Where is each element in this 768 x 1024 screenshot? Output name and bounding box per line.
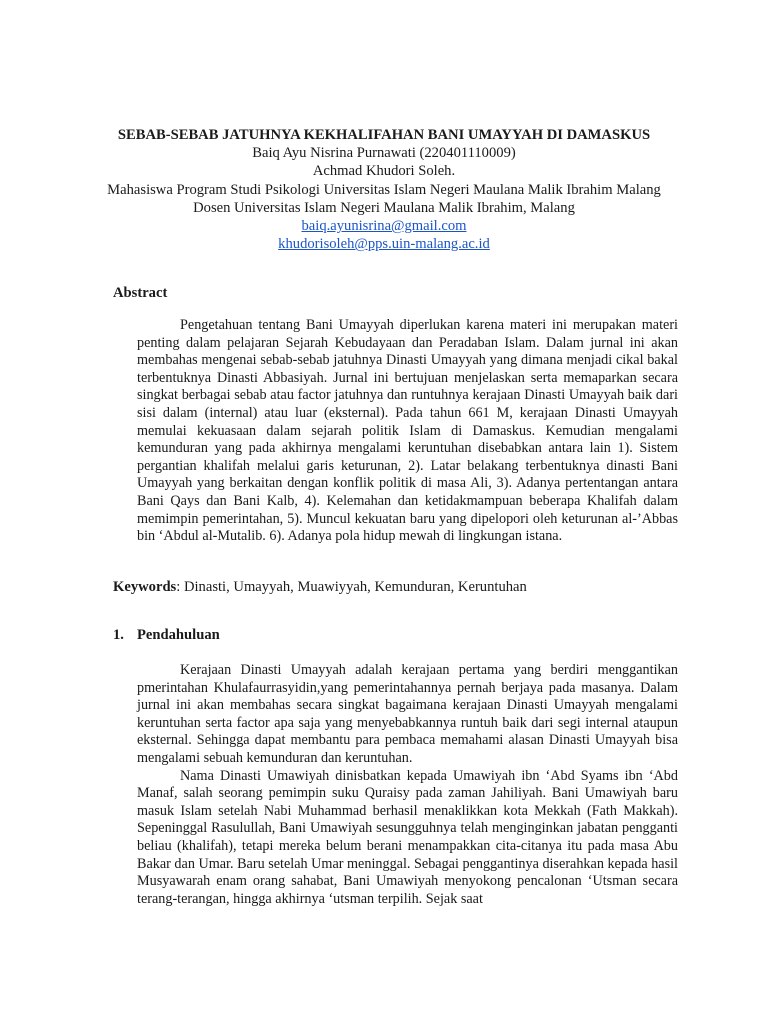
section-paragraph-2: Nama Dinasti Umawiyah dinisbatkan kepada Umawiyah ibn ‘Abd Syams ibn ‘Abd Manaf, salah seorang pemimpin suku Quraisy pada zaman Jahiliyah. Bani Umawiyah baru masuk Islam setelah Nabi Muhammad berhasil menaklikkan kota Mekkah (Fath Makkah). Sepeninggal Rasulullah, Bani Umawiyah sesungguhnya telah menginginkan jabatan pengganti beliau (khalifah), tetapi mereka belum berani menampakkan cita-citanya itu pada masa Abu Bakar dan Umar. Baru setelah Umar meninggal. Sebagai penggantinya diserahkan kepada hasil Musyawarah enam orang sahabat, Bani Umawiyah menyokong pencalonan ‘Utsman secara terang-terangan, hingga akhirnya ‘utsman terpilih. Sejak saat — [137, 767, 678, 907]
affiliation-2: Dosen Universitas Islam Negeri Maulana Malik Ibrahim, Malang — [193, 199, 575, 216]
author-2: Achmad Khudori Soleh. — [312, 163, 456, 180]
abstract-heading: Abstract — [113, 285, 168, 301]
keywords-line — [113, 579, 527, 596]
section-title: Pendahuluan — [137, 627, 220, 643]
email-link-2[interactable]: khudorisoleh@pps.uin-malang.ac.id — [278, 236, 490, 253]
affiliation-1: Mahasiswa Program Studi Psikologi Universitas Islam Negeri Maulana Malik Ibrahim Malang — [107, 181, 661, 198]
author-1: Baiq Ayu Nisrina Purnawati (220401110009) — [252, 145, 516, 162]
section-heading — [113, 627, 220, 644]
section-body — [137, 662, 678, 908]
paper-header — [90, 126, 678, 253]
section-number: 1. — [113, 627, 124, 643]
email-link-1[interactable]: baiq.ayunisrina@gmail.com — [301, 218, 467, 235]
section-paragraph-1: Kerajaan Dinasti Umayyah adalah kerajaan pertama yang berdiri menggantikan pmerintahan Khulafaurrasyidin,yang pemerintahannya pernah berjaya pada masanya. Dalam jurnal ini akan membahas secara singkat bagaimana kerajaan Dinasti Umayyah mengalami keruntuhan serta factor apa saja yang menyebabkannya runtuh baik dari segi internal ataupun eksternal. Sehingga dapat membantu para pembaca memahami alasan Dinasti Umayyah bisa mengalami sebuah kemunduran dan keruntuhan. — [137, 662, 678, 766]
abstract-body: Pengetahuan tentang Bani Umayyah diperlukan karena materi ini merupakan materi penting dalam pelajaran Sejarah Kebudayaan dan Peradaban Islam. Dalam jurnal ini akan membahas mengenai sebab-sebab jatuhnya Dinasti Umayyah yang dimana menjadi cikal bakal terbentuknya Dinasti Abbasiyah. Jurnal ini bertujuan menjelaskan serta memaparkan secara singkat berbagai sebab atau factor jatuhnya dan runtuhnya kerajaan Dinasti Umayyah baik dari sisi dalam (internal) atau luar (eksternal). Pada tahun 661 M, kerajaan Dinasti Umayyah memulai kekuasaan dalam sejarah politik Islam di Damaskus. Kemudian mengalami kemunduran yang pada akhirnya mengalami keruntuhan disebabkan antara lain 1). Sistem pergantian khalifah melalui garis keturunan, 2). Latar belakang terbentuknya dinasti Bani Umayyah yang berkaitan dengan konflik politik di masa Ali, 3). Adanya pertentangan antara Bani Qays dan Bani Kalb, 4). Kelemahan dan ketidakmampuan beberapa Khalifah dalam memimpin pemerintahan, 5). Muncul kekuatan baru yang dipelopori oleh keturunan al-’Abbas bin ‘Abdul al-Mutalib. 6). Adanya pola hidup mewah di lingkungan istana. — [137, 317, 678, 545]
keywords-text: : Dinasti, Umayyah, Muawiyyah, Kemunduran, Keruntuhan — [176, 579, 527, 595]
paper-title: SEBAB-SEBAB JATUHNYA KEKHALIFAHAN BANI UMAYYAH DI DAMASKUS — [117, 127, 651, 143]
keywords-label: Keywords — [113, 579, 177, 595]
